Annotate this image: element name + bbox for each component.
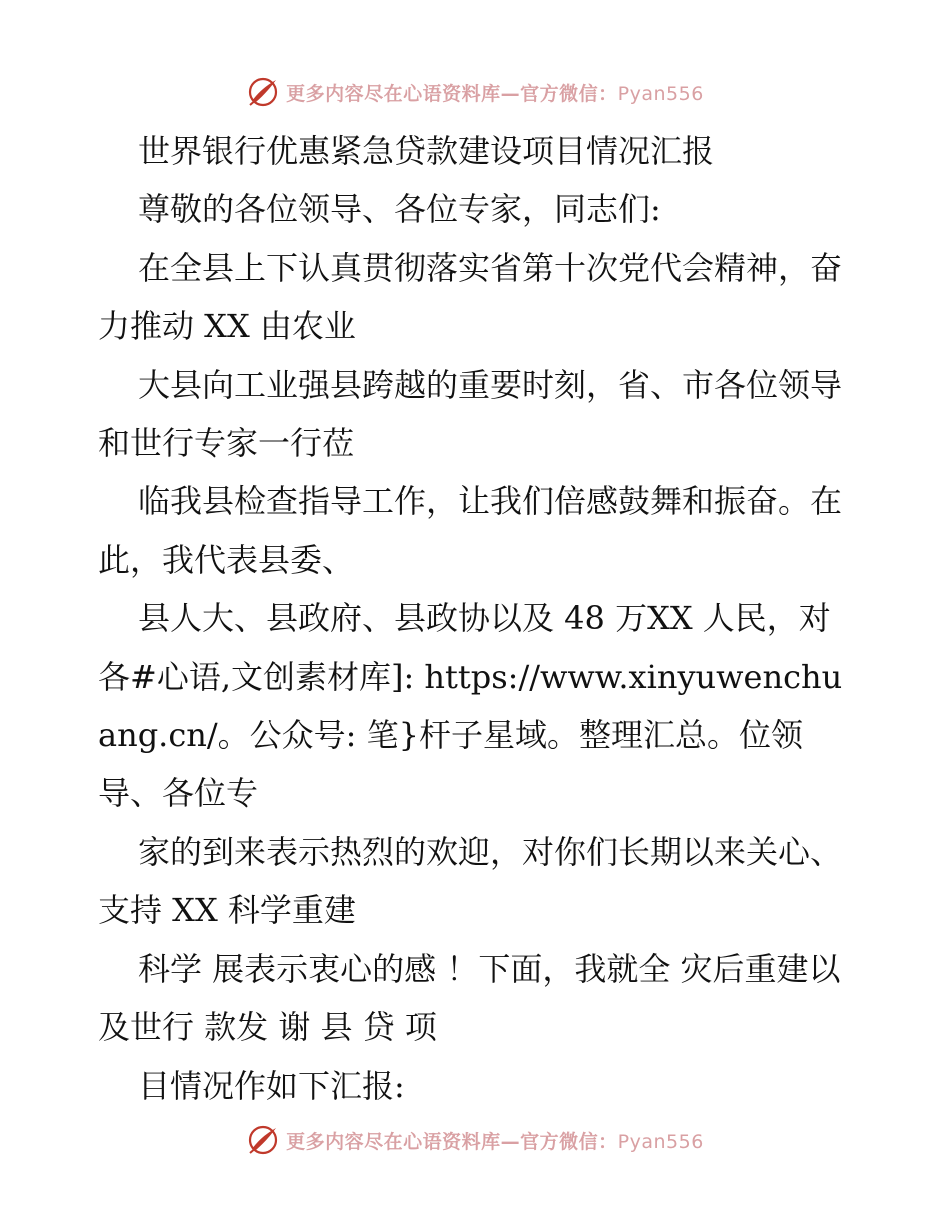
document-body [98, 122, 858, 1115]
paragraph: 目情况作如下汇报: [138, 1066, 405, 1105]
feather-pen-logo-icon [246, 1123, 280, 1157]
paragraph: 临我县检查指导工作，让我们倍感鼓舞和振奋。在此，我代表县委、 [98, 482, 843, 579]
salutation: 尊敬的各位领导、各位专家，同志们: [138, 190, 661, 229]
paragraph: 县人大、县政府、县政协以及 48 万XX 人民，对各#心语,文创素材库]: https://www.xinyuwenchuang.cn/。公众号: 笔}杆子星域。整理汇总。位领导、各位专 [98, 599, 843, 813]
watermark-text [286, 1127, 704, 1154]
watermark-text [286, 79, 704, 106]
document-title: 世界银行优惠紧急贷款建设项目情况汇报 [138, 132, 715, 170]
paragraph: 在全县上下认真贯彻落实省第十次党代会精神，奋力推动 XX 由农业 [98, 248, 843, 346]
paragraph: 家的到来表示热烈的欢迎，对你们长期以来关心、支持 XX 科学重建 [98, 832, 843, 930]
header-watermark [0, 72, 950, 112]
watermark-site-text: 更多内容尽在心语资料库—官方微信： [286, 1130, 618, 1153]
footer-watermark [0, 1120, 950, 1160]
paragraph: 科学 展表示衷心的感 ！下面，我就全 灾后重建以及世行 款发 谢 县 贷 项 [98, 949, 841, 1047]
paragraph: 大县向工业强县跨越的重要时刻，省、市各位领导和世行专家一行莅 [98, 365, 843, 463]
feather-pen-logo-icon [246, 75, 280, 109]
watermark-wechat-id: Pyan556 [617, 1130, 704, 1153]
watermark-wechat-id: Pyan556 [617, 82, 704, 105]
watermark-site-text: 更多内容尽在心语资料库—官方微信： [286, 82, 618, 105]
